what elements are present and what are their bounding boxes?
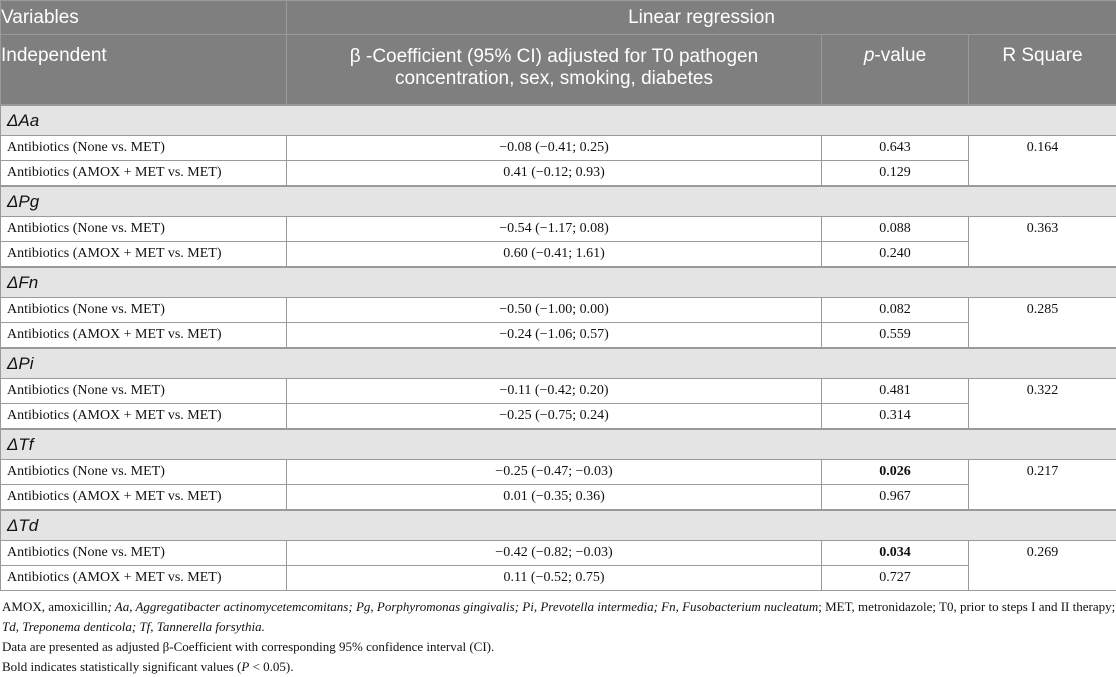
cell-independent: Antibiotics (None vs. MET) xyxy=(1,541,287,566)
abbreviation-segment: ; Aa, Aggregatibacter actinomycetemcomitans; Pg, Porphyromonas gingivalis; Pi, Prevotella intermedia; Fn, Fusobacterium nucleatum xyxy=(107,599,818,614)
group-row xyxy=(1,105,1116,136)
abbreviation-segment: AMOX, amoxicillin xyxy=(2,599,107,614)
cell-p-value: 0.481 xyxy=(822,379,969,404)
cell-p-value: 0.643 xyxy=(822,136,969,161)
table-header xyxy=(1,1,1116,106)
header-row-2 xyxy=(1,35,1116,106)
cell-p-value: 0.026 xyxy=(822,460,969,485)
significance-note-p: P xyxy=(241,659,249,674)
table-row xyxy=(1,298,1116,323)
table-row xyxy=(1,566,1116,591)
cell-beta-ci: −0.08 (−0.41; 0.25) xyxy=(287,136,822,161)
significance-note-post: < 0.05). xyxy=(249,659,293,674)
table-row xyxy=(1,485,1116,511)
data-presentation-note: Data are presented as adjusted β-Coefficient with corresponding 95% confidence interval (CI). xyxy=(0,637,1116,657)
cell-independent: Antibiotics (None vs. MET) xyxy=(1,379,287,404)
cell-beta-ci: 0.60 (−0.41; 1.61) xyxy=(287,242,822,268)
group-label: ΔPg xyxy=(1,186,1116,217)
abbreviations-note xyxy=(0,597,1116,637)
cell-r-square: 0.363 xyxy=(969,217,1116,268)
header-linear-regression: Linear regression xyxy=(287,1,1116,35)
cell-beta-ci: −0.50 (−1.00; 0.00) xyxy=(287,298,822,323)
cell-p-value: 0.129 xyxy=(822,161,969,187)
cell-independent: Antibiotics (AMOX + MET vs. MET) xyxy=(1,566,287,591)
header-variables: Variables xyxy=(1,1,287,35)
abbreviation-segment: Td, Treponema denticola; Tf, Tannerella forsythia. xyxy=(2,619,265,634)
cell-independent: Antibiotics (AMOX + MET vs. MET) xyxy=(1,242,287,268)
cell-independent: Antibiotics (None vs. MET) xyxy=(1,136,287,161)
significance-note-pre: Bold indicates statistically significant values ( xyxy=(2,659,241,674)
group-label: ΔPi xyxy=(1,348,1116,379)
abbreviation-segment: ; MET, metronidazole; T0, prior to steps I and II therapy; xyxy=(818,599,1115,614)
table-row xyxy=(1,136,1116,161)
cell-beta-ci: −0.42 (−0.82; −0.03) xyxy=(287,541,822,566)
cell-beta-ci: −0.25 (−0.75; 0.24) xyxy=(287,404,822,430)
cell-p-value: 0.240 xyxy=(822,242,969,268)
cell-beta-ci: −0.24 (−1.06; 0.57) xyxy=(287,323,822,349)
cell-beta-ci: 0.11 (−0.52; 0.75) xyxy=(287,566,822,591)
cell-beta-ci: −0.11 (−0.42; 0.20) xyxy=(287,379,822,404)
header-beta-line2: concentration, sex, smoking, diabetes xyxy=(395,68,713,89)
cell-independent: Antibiotics (AMOX + MET vs. MET) xyxy=(1,323,287,349)
cell-r-square: 0.164 xyxy=(969,136,1116,187)
cell-independent: Antibiotics (AMOX + MET vs. MET) xyxy=(1,404,287,430)
cell-independent: Antibiotics (None vs. MET) xyxy=(1,298,287,323)
table-row xyxy=(1,541,1116,566)
table-row xyxy=(1,242,1116,268)
cell-independent: Antibiotics (AMOX + MET vs. MET) xyxy=(1,161,287,187)
header-row-1 xyxy=(1,1,1116,35)
table-row xyxy=(1,217,1116,242)
group-row xyxy=(1,510,1116,541)
header-p-rest: -value xyxy=(874,45,926,66)
table-row xyxy=(1,323,1116,349)
group-label: ΔTd xyxy=(1,510,1116,541)
cell-p-value: 0.314 xyxy=(822,404,969,430)
cell-beta-ci: 0.41 (−0.12; 0.93) xyxy=(287,161,822,187)
group-row xyxy=(1,267,1116,298)
group-row xyxy=(1,429,1116,460)
cell-independent: Antibiotics (None vs. MET) xyxy=(1,460,287,485)
cell-r-square: 0.285 xyxy=(969,298,1116,349)
group-label: ΔTf xyxy=(1,429,1116,460)
cell-p-value: 0.088 xyxy=(822,217,969,242)
table-body xyxy=(1,105,1116,591)
cell-p-value: 0.082 xyxy=(822,298,969,323)
header-r-square: R Square xyxy=(969,35,1116,106)
table-row xyxy=(1,161,1116,187)
significance-note xyxy=(0,657,1116,677)
cell-independent: Antibiotics (None vs. MET) xyxy=(1,217,287,242)
header-p-italic: p xyxy=(864,45,875,66)
cell-r-square: 0.322 xyxy=(969,379,1116,430)
header-independent: Independent xyxy=(1,35,287,106)
header-beta-line1: β -Coefficient (95% CI) adjusted for T0 pathogen xyxy=(350,46,758,67)
cell-beta-ci: −0.54 (−1.17; 0.08) xyxy=(287,217,822,242)
cell-beta-ci: 0.01 (−0.35; 0.36) xyxy=(287,485,822,511)
group-row xyxy=(1,348,1116,379)
table-row xyxy=(1,460,1116,485)
header-beta-coefficient xyxy=(287,35,822,106)
cell-beta-ci: −0.25 (−0.47; −0.03) xyxy=(287,460,822,485)
cell-p-value: 0.559 xyxy=(822,323,969,349)
table-row xyxy=(1,379,1116,404)
group-row xyxy=(1,186,1116,217)
cell-p-value: 0.727 xyxy=(822,566,969,591)
cell-p-value: 0.034 xyxy=(822,541,969,566)
group-label: ΔAa xyxy=(1,105,1116,136)
cell-r-square: 0.269 xyxy=(969,541,1116,591)
cell-p-value: 0.967 xyxy=(822,485,969,511)
header-p-value xyxy=(822,35,969,106)
cell-independent: Antibiotics (AMOX + MET vs. MET) xyxy=(1,485,287,511)
cell-r-square: 0.217 xyxy=(969,460,1116,511)
table-footnotes xyxy=(0,597,1116,677)
group-label: ΔFn xyxy=(1,267,1116,298)
table-row xyxy=(1,404,1116,430)
